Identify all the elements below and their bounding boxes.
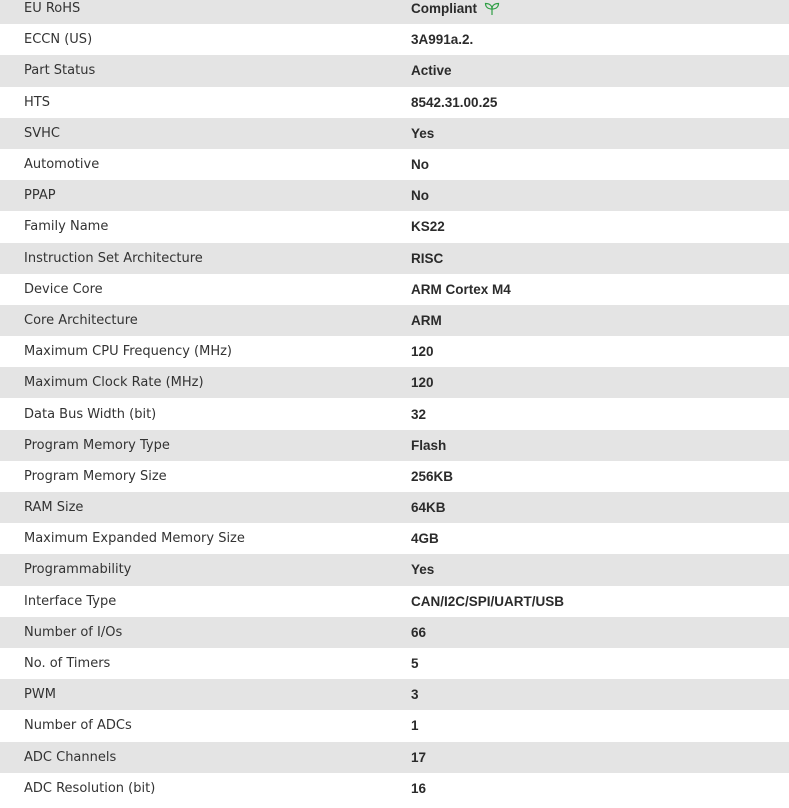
table-row (0, 87, 789, 118)
spec-value-ppap: No (411, 188, 429, 204)
table-row (0, 24, 789, 55)
spec-value-adc-resolution: 16 (411, 780, 427, 796)
table-row (0, 679, 789, 710)
table-row (0, 586, 789, 617)
table-row (0, 305, 789, 336)
spec-label-max-clock-rate: Maximum Clock Rate (MHz) (24, 375, 204, 391)
table-row (0, 430, 789, 461)
spec-value-core-architecture: ARM (411, 312, 442, 328)
table-row (0, 336, 789, 367)
table-row (0, 398, 789, 429)
spec-value-program-memory-size: 256KB (411, 468, 454, 484)
spec-label-no-of-timers: No. of Timers (24, 656, 111, 672)
spec-value-text: Compliant (411, 1, 477, 17)
spec-value-pwm: 3 (411, 687, 419, 703)
table-row (0, 523, 789, 554)
table-row (0, 274, 789, 305)
spec-label-eu-rohs: EU RoHS (24, 1, 81, 17)
spec-label-program-memory-type: Program Memory Type (24, 437, 170, 453)
table-row (0, 648, 789, 679)
spec-value-program-memory-type: Flash (411, 437, 447, 453)
spec-value-hts: 8542.31.00.25 (411, 94, 498, 110)
spec-value-eu-rohs (387, 1, 789, 16)
spec-label-adc-resolution: ADC Resolution (bit) (24, 780, 156, 796)
spec-value-part-status: Active (411, 63, 452, 79)
spec-value-ram-size: 64KB (411, 500, 446, 516)
spec-value-max-expanded-memory: 4GB (411, 531, 439, 547)
table-row (0, 554, 789, 585)
spec-value-number-of-ios: 66 (411, 624, 427, 640)
table-row (0, 180, 789, 211)
spec-label-hts: HTS (24, 94, 50, 110)
spec-label-ppap: PPAP (24, 188, 56, 204)
spec-value-programmability: Yes (411, 562, 435, 578)
table-row (0, 243, 789, 274)
table-row (0, 55, 789, 86)
spec-value-adc-channels: 17 (411, 749, 427, 765)
spec-value-automotive: No (411, 157, 429, 173)
spec-label-core-architecture: Core Architecture (24, 312, 138, 328)
spec-label-max-cpu-frequency: Maximum CPU Frequency (MHz) (24, 344, 232, 360)
table-row (0, 149, 789, 180)
spec-label-eccn: ECCN (US) (24, 32, 93, 48)
table-row (0, 367, 789, 398)
spec-value-data-bus-width: 32 (411, 406, 427, 422)
table-row (0, 742, 789, 773)
table-row (0, 211, 789, 242)
spec-value-interface-type: CAN/I2C/SPI/UART/USB (411, 593, 565, 609)
spec-label-instruction-set: Instruction Set Architecture (24, 250, 203, 266)
spec-label-part-status: Part Status (24, 63, 96, 79)
table-row (0, 773, 789, 804)
spec-label-data-bus-width: Data Bus Width (bit) (24, 406, 157, 422)
table-row (0, 710, 789, 741)
table-row (0, 118, 789, 149)
table-row (0, 492, 789, 523)
spec-value-no-of-timers: 5 (411, 656, 419, 672)
spec-label-number-of-ios: Number of I/Os (24, 624, 123, 640)
spec-value-svhc: Yes (411, 125, 435, 141)
spec-label-svhc: SVHC (24, 125, 60, 141)
spec-label-program-memory-size: Program Memory Size (24, 468, 167, 484)
spec-value-max-clock-rate: 120 (411, 375, 434, 391)
spec-value-max-cpu-frequency: 120 (411, 344, 434, 360)
spec-value-number-of-adcs: 1 (411, 718, 419, 734)
spec-label-ram-size: RAM Size (24, 500, 84, 516)
spec-label-device-core: Device Core (24, 281, 103, 297)
spec-label-number-of-adcs: Number of ADCs (24, 718, 132, 734)
spec-label-max-expanded-memory: Maximum Expanded Memory Size (24, 531, 245, 547)
table-row (0, 617, 789, 648)
spec-label-pwm: PWM (24, 687, 56, 703)
spec-value-instruction-set: RISC (411, 250, 444, 266)
spec-label-automotive: Automotive (24, 157, 100, 173)
spec-value-eccn: 3A991a.2. (411, 32, 474, 48)
spec-label-programmability: Programmability (24, 562, 132, 578)
spec-label-family-name: Family Name (24, 219, 109, 235)
spec-value-device-core: ARM Cortex M4 (411, 281, 511, 297)
spec-value-family-name: KS22 (411, 219, 445, 235)
table-row (0, 0, 789, 24)
spec-label-interface-type: Interface Type (24, 593, 117, 609)
spec-label-adc-channels: ADC Channels (24, 749, 117, 765)
table-row (0, 461, 789, 492)
leaf-icon (484, 2, 500, 16)
